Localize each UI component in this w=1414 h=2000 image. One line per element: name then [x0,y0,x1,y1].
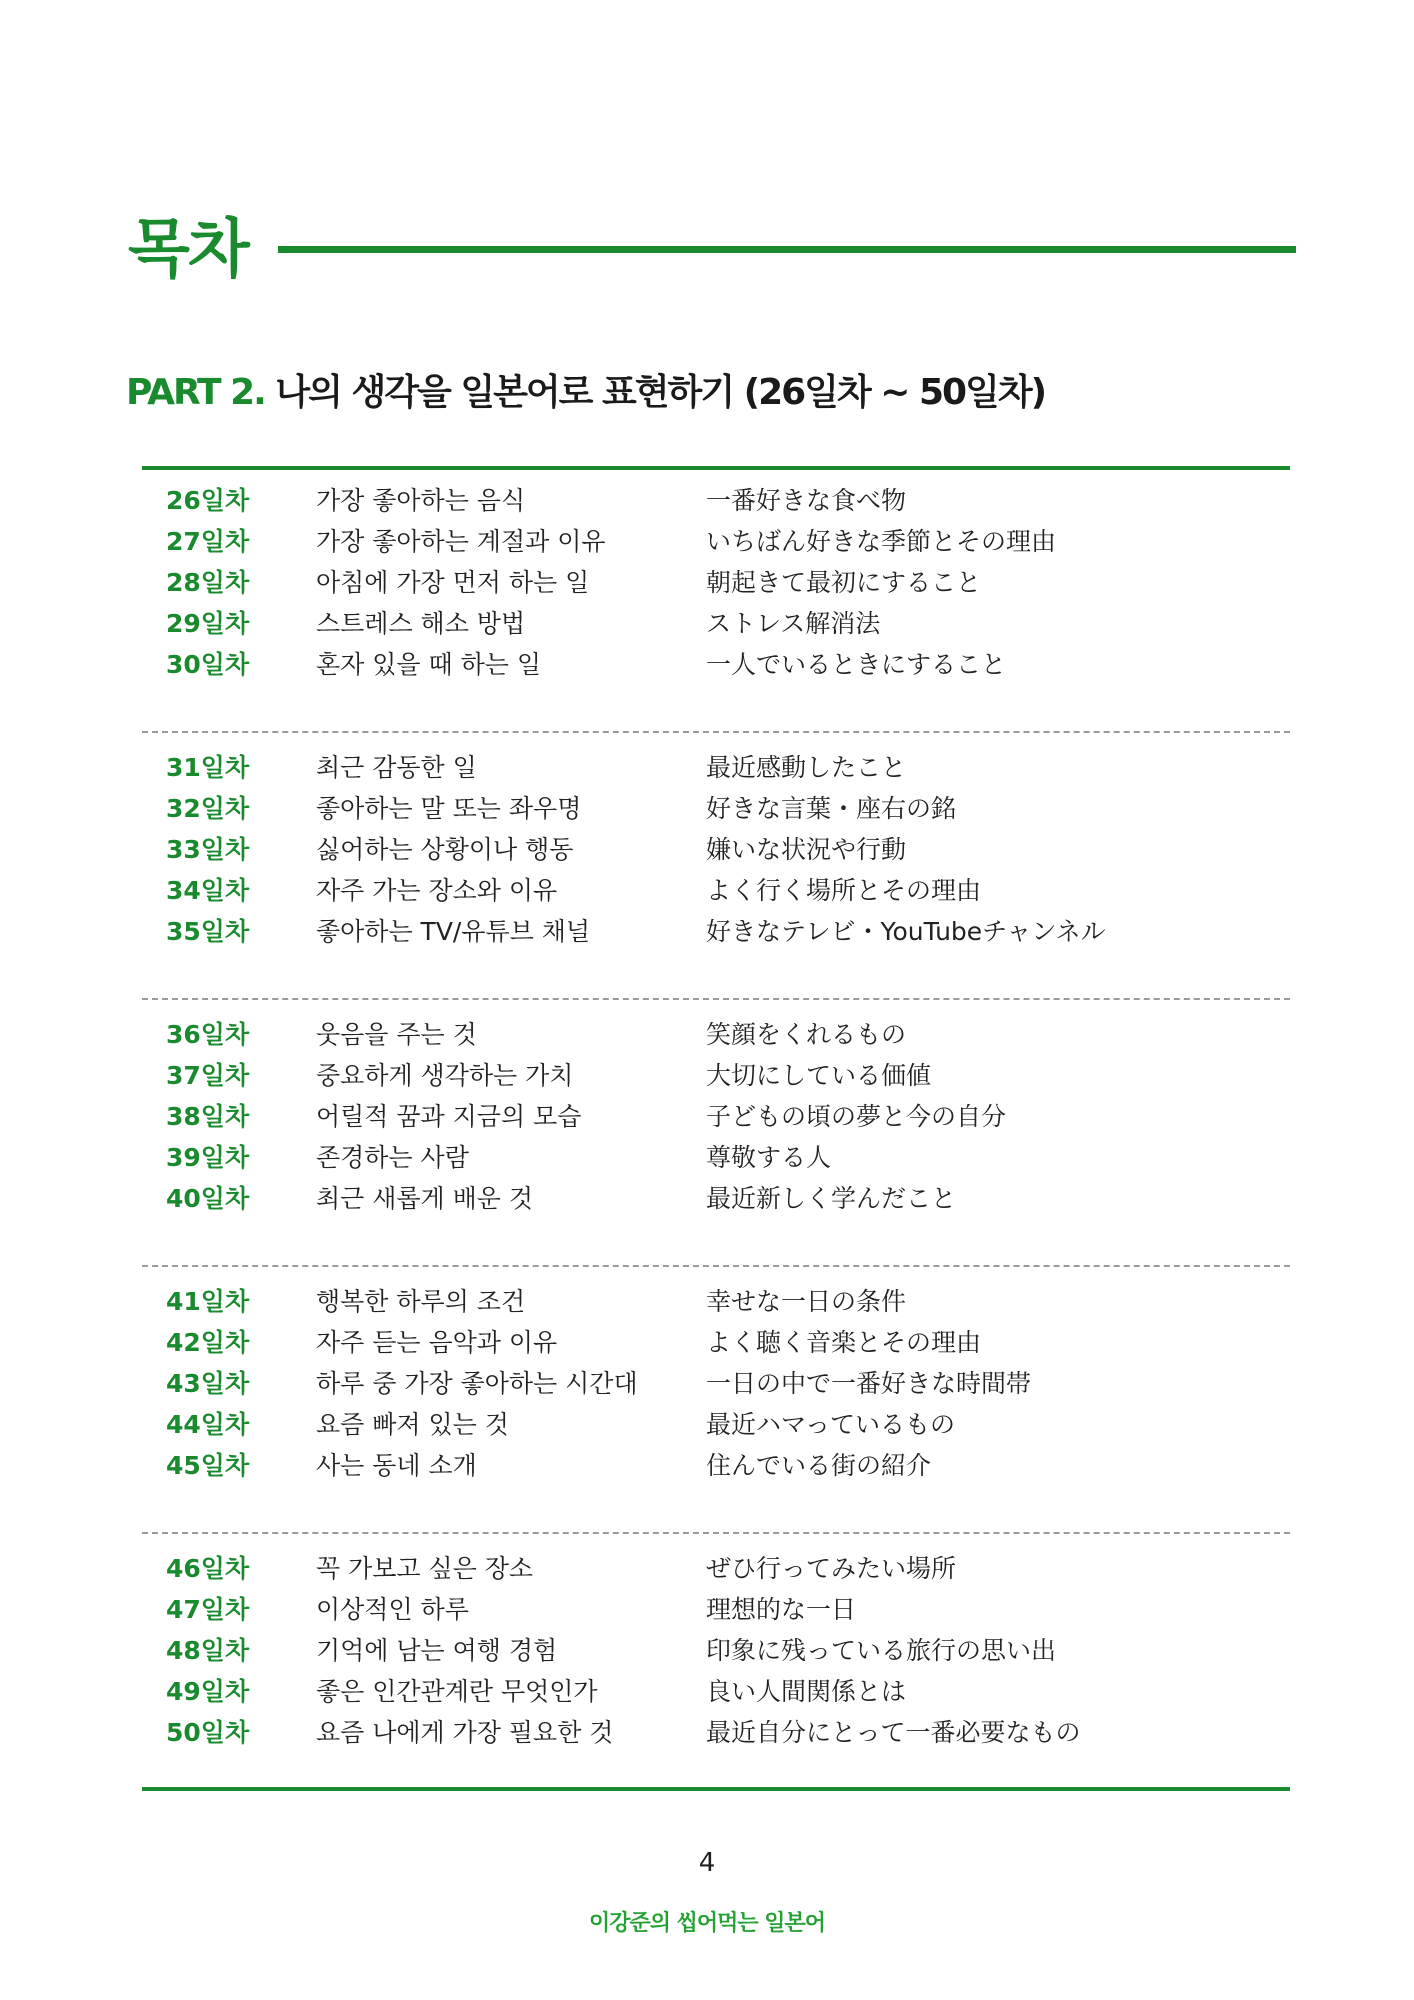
toc-korean-title: 혼자 있을 때 하는 일 [316,649,541,679]
toc-day-label: 49일차 [166,1676,250,1706]
toc-japanese-title: 一日の中で一番好きな時間帯 [706,1368,1032,1398]
toc-day-label: 34일차 [166,875,250,905]
toc-day-label: 36일차 [166,1019,250,1049]
toc-section [142,998,1290,1217]
toc-korean-title: 행복한 하루의 조건 [316,1286,526,1316]
toc-day-label: 40일차 [166,1183,250,1213]
toc-japanese-title: 印象に残っている旅行の思い出 [706,1635,1057,1665]
toc-japanese-title: 最近自分にとって一番必要なもの [706,1717,1081,1747]
toc-day-label: 45일차 [166,1450,250,1480]
toc-korean-title: 기억에 남는 여행 경험 [316,1635,558,1665]
toc-japanese-title: 笑顔をくれるもの [706,1019,907,1049]
toc-korean-title: 좋은 인간관계란 무엇인가 [316,1676,598,1706]
toc-korean-title: 자주 가는 장소와 이유 [316,875,558,905]
toc-japanese-title: 一人でいるときにすること [706,649,1007,679]
toc-entry [142,519,1290,560]
toc-entry [142,1320,1290,1361]
toc-korean-title: 요즘 빠져 있는 것 [316,1409,509,1439]
toc-section [142,731,1290,950]
toc-korean-title: 하루 중 가장 좋아하는 시간대 [316,1368,638,1398]
toc-day-label: 47일차 [166,1594,250,1624]
toc-day-label: 31일차 [166,752,250,782]
toc-japanese-title: 一番好きな食べ物 [706,485,907,515]
toc-korean-title: 가장 좋아하는 음식 [316,485,526,515]
toc-top-rule [142,466,1290,470]
toc-japanese-title: よく聴く音楽とその理由 [706,1327,982,1357]
toc-japanese-title: 理想的な一日 [706,1594,857,1624]
toc-entry [142,868,1290,909]
toc-entry [142,1176,1290,1217]
toc-entry [142,1053,1290,1094]
toc-korean-title: 좋아하는 TV/유튜브 채널 [316,916,591,946]
toc-entry [142,1361,1290,1402]
toc-day-label: 35일차 [166,916,250,946]
toc-entry [142,1012,1290,1053]
toc-entry [142,1669,1290,1710]
toc-entry [142,1402,1290,1443]
toc-entry [142,786,1290,827]
toc-korean-title: 최근 새롭게 배운 것 [316,1183,534,1213]
toc-entry [142,601,1290,642]
title-row [128,205,1296,295]
toc-japanese-title: 住んでいる街の紹介 [706,1450,932,1480]
toc-entry [142,478,1290,519]
toc-korean-title: 자주 듣는 음악과 이유 [316,1327,558,1357]
toc-japanese-title: 良い人間関係とは [706,1676,907,1706]
toc-japanese-title: よく行く場所とその理由 [706,875,982,905]
toc-entry [142,909,1290,950]
toc-japanese-title: ぜひ行ってみたい場所 [706,1553,957,1583]
toc-japanese-title: 最近ハマっているもの [706,1409,956,1439]
title-rule [278,246,1296,253]
toc-japanese-title: 尊敬する人 [706,1142,832,1172]
toc-day-label: 28일차 [166,567,250,597]
toc-day-label: 46일차 [166,1553,250,1583]
toc-day-label: 29일차 [166,608,250,638]
toc-day-label: 50일차 [166,1717,250,1747]
toc-japanese-title: 好きな言葉・座右の銘 [706,793,957,823]
toc-korean-title: 요즘 나에게 가장 필요한 것 [316,1717,614,1747]
toc-day-label: 37일차 [166,1060,250,1090]
toc-korean-title: 웃음을 주는 것 [316,1019,477,1049]
toc-entry [142,642,1290,683]
toc-entry [142,1135,1290,1176]
toc-korean-title: 좋아하는 말 또는 좌우명 [316,793,582,823]
toc-day-label: 27일차 [166,526,250,556]
toc-japanese-title: 好きなテレビ・YouTubeチャンネル [706,916,1106,946]
toc-korean-title: 존경하는 사람 [316,1142,469,1172]
toc-list [142,478,1290,1751]
toc-korean-title: 어릴적 꿈과 지금의 모습 [316,1101,582,1131]
toc-japanese-title: 大切にしている価値 [706,1060,932,1090]
toc-korean-title: 사는 동네 소개 [316,1450,477,1480]
part-label: PART 2. [126,372,265,413]
toc-japanese-title: 幸せな一日の条件 [706,1286,907,1316]
toc-section [142,1532,1290,1751]
toc-korean-title: 이상적인 하루 [316,1594,469,1624]
toc-japanese-title: 最近新しく学んだこと [706,1183,957,1213]
toc-entry [142,827,1290,868]
part-title: 나의 생각을 일본어로 표현하기 (26일차 ~ 50일차) [275,372,1046,413]
toc-day-label: 43일차 [166,1368,250,1398]
toc-entry [142,1546,1290,1587]
toc-entry [142,745,1290,786]
toc-day-label: 42일차 [166,1327,250,1357]
toc-korean-title: 싫어하는 상황이나 행동 [316,834,574,864]
toc-day-label: 32일차 [166,793,250,823]
toc-japanese-title: いちばん好きな季節とその理由 [706,526,1057,556]
toc-entry [142,1094,1290,1135]
toc-japanese-title: 子どもの頃の夢と今の自分 [706,1101,1007,1131]
footer-book-title: 이강준의 씹어먹는 일본어 [588,1911,826,1936]
page-title: 목차 [128,213,248,287]
toc-day-label: 44일차 [166,1409,250,1439]
toc-korean-title: 아침에 가장 먼저 하는 일 [316,567,590,597]
toc-section [142,478,1290,683]
toc-japanese-title: 最近感動したこと [706,752,907,782]
toc-entry [142,1587,1290,1628]
toc-korean-title: 꼭 가보고 싶은 장소 [316,1553,534,1583]
toc-section [142,1265,1290,1484]
part-heading [126,368,1045,418]
toc-korean-title: 스트레스 해소 방법 [316,608,526,638]
toc-day-label: 39일차 [166,1142,250,1172]
toc-entry [142,1279,1290,1320]
toc-day-label: 26일차 [166,485,250,515]
toc-korean-title: 최근 감동한 일 [316,752,477,782]
toc-entry [142,560,1290,601]
toc-entry [142,1628,1290,1669]
toc-japanese-title: 嫌いな状況や行動 [706,834,907,864]
toc-day-label: 41일차 [166,1286,250,1316]
toc-day-label: 30일차 [166,649,250,679]
toc-entry [142,1710,1290,1751]
toc-japanese-title: 朝起きて最初にすること [706,567,982,597]
toc-day-label: 48일차 [166,1635,250,1665]
toc-korean-title: 가장 좋아하는 계절과 이유 [316,526,606,556]
toc-day-label: 38일차 [166,1101,250,1131]
toc-japanese-title: ストレス解消法 [706,608,881,638]
toc-bottom-rule [142,1787,1290,1791]
toc-entry [142,1443,1290,1484]
toc-korean-title: 중요하게 생각하는 가치 [316,1060,574,1090]
page-number: 4 [698,1848,716,1878]
toc-day-label: 33일차 [166,834,250,864]
